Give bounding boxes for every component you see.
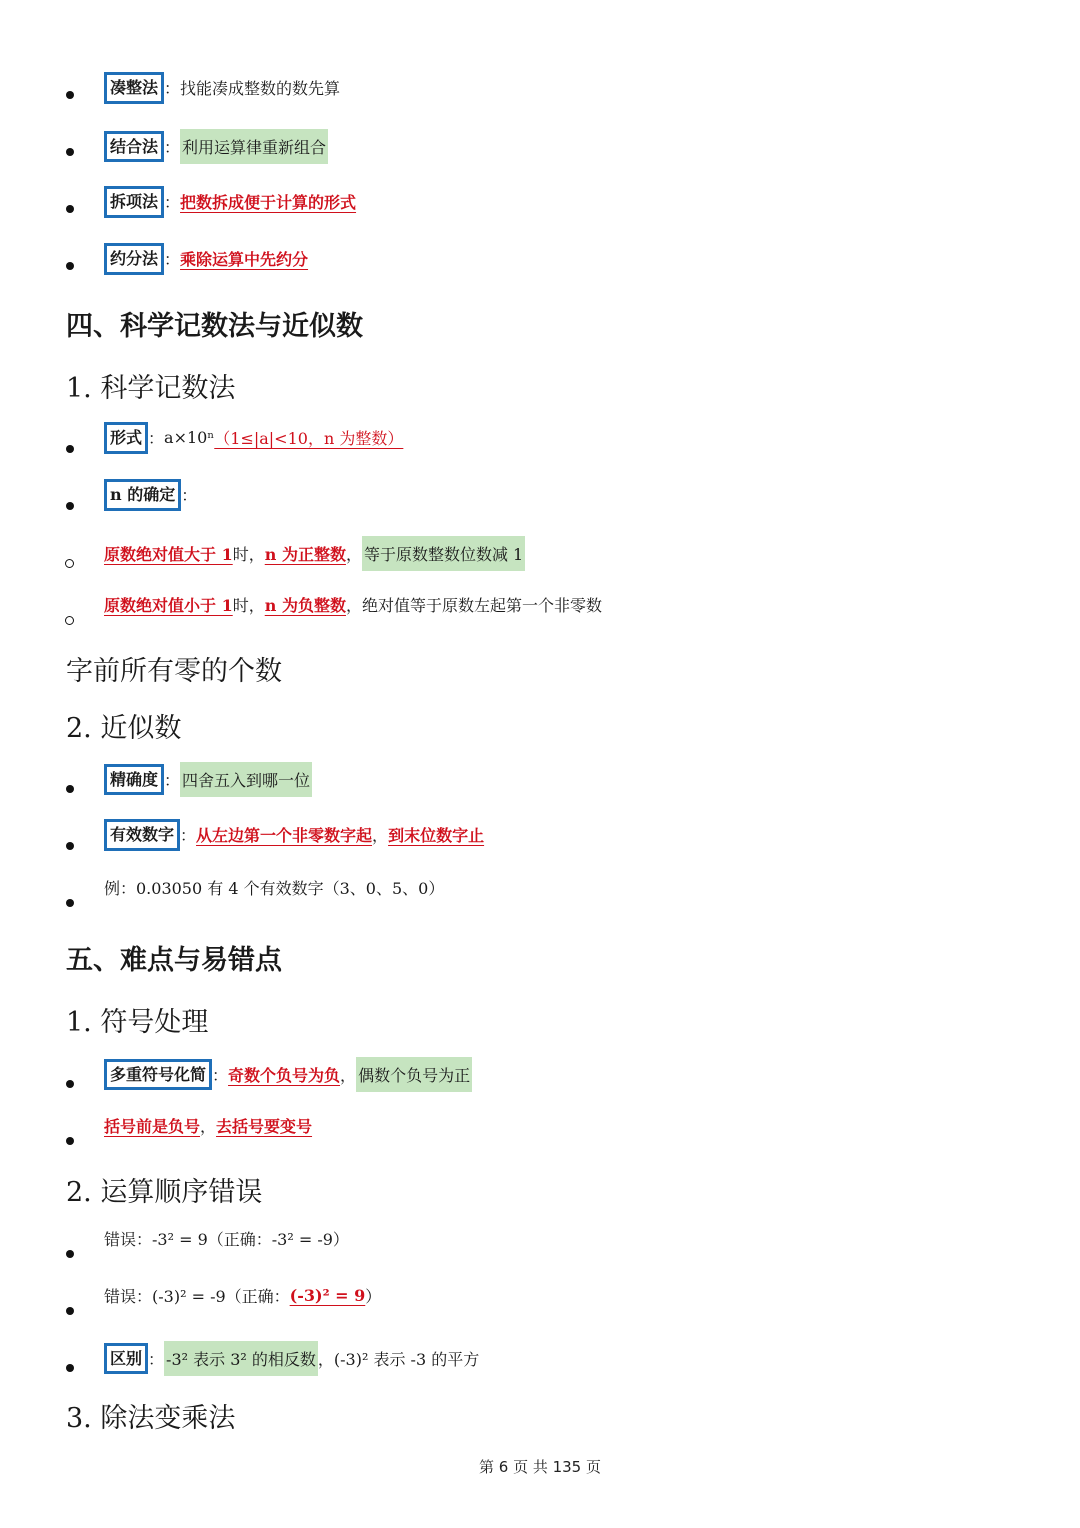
red-emphasis: 去括号要变号 [216, 1117, 313, 1136]
item-chai-xiang [104, 186, 356, 218]
text: ，(-3)² 表示 -3 的平方 [317, 1350, 480, 1369]
term-box: 区别 [104, 1343, 148, 1375]
red-emphasis: (-3)² = 9 [289, 1286, 366, 1305]
separator: ： [164, 79, 181, 99]
bullet-icon [66, 1364, 74, 1372]
red-emphasis: （1≤|a|<10，n 为整数） [214, 429, 404, 449]
item-cou-zheng [104, 72, 340, 104]
separator: ： [180, 826, 197, 846]
item-significant-figures [104, 819, 484, 851]
example-text: 例：0.03050 有 4 个有效数字（3、0、5、0） [104, 879, 445, 898]
separator: ： [164, 138, 181, 157]
item-n-determination [104, 479, 197, 511]
formula: a×10ⁿ [164, 428, 215, 448]
bullet-icon [66, 502, 74, 510]
term-box: 有效数字 [104, 819, 180, 851]
separator: ： [212, 1066, 229, 1085]
green-highlight: 利用运算律重新组合 [180, 129, 328, 164]
bullet-icon [66, 785, 74, 793]
text: ） [365, 1287, 382, 1306]
text: ， [340, 1066, 357, 1085]
error-text: 错误：(-3)² = -9（正确： [104, 1287, 290, 1306]
circle-bullet-icon [65, 616, 74, 625]
item-multiple-signs [104, 1057, 472, 1092]
error-text: 错误：-3² = 9（正确：-3² = -9） [104, 1230, 349, 1249]
term-box: 约分法 [104, 243, 164, 275]
red-emphasis: n 为负整数 [264, 596, 346, 615]
term-box: 凑整法 [104, 72, 164, 104]
item-form [104, 422, 403, 454]
item-bracket-rule [104, 1114, 312, 1137]
text: ， [345, 545, 362, 564]
subheading-division: 3. 除法变乘法 [66, 1402, 236, 1434]
bullet-icon [66, 148, 74, 156]
term-box: 精确度 [104, 764, 164, 796]
term-box: 结合法 [104, 131, 164, 163]
bullet-icon [66, 262, 74, 270]
subheading-order-errors: 2. 运算顺序错误 [66, 1176, 263, 1208]
section-heading-5: 五、难点与易错点 [66, 944, 282, 976]
item-error-2 [104, 1284, 381, 1307]
red-emphasis: 从左边第一个非零数字起 [196, 826, 373, 846]
bullet-icon [66, 205, 74, 213]
separator: ： [148, 1350, 165, 1369]
green-highlight: -3² 表示 3² 的相反数 [164, 1341, 318, 1376]
text: 时， [232, 596, 265, 615]
term-box: 多重符号化简 [104, 1059, 212, 1091]
term-box: n 的确定 [104, 479, 181, 511]
red-emphasis: n 为正整数 [264, 545, 346, 564]
green-highlight: 四舍五入到哪一位 [180, 762, 312, 797]
description: 找能凑成整数的数先算 [180, 79, 341, 99]
text: ， [372, 826, 389, 846]
item-jie-he [104, 129, 328, 164]
red-emphasis: 括号前是负号 [104, 1117, 201, 1136]
text: ， [200, 1117, 217, 1136]
item-less-than-one [104, 593, 602, 616]
item-yue-fen [104, 243, 308, 275]
continuation-text: 字前所有零的个数 [66, 655, 282, 687]
term-box: 形式 [104, 422, 148, 454]
circle-bullet-icon [65, 559, 74, 568]
subheading-approximate: 2. 近似数 [66, 712, 182, 744]
separator: ： [148, 429, 165, 449]
term-box: 拆项法 [104, 186, 164, 218]
subheading-sign-handling: 1. 符号处理 [66, 1006, 209, 1038]
item-difference [104, 1341, 479, 1376]
separator: ： [164, 771, 181, 790]
red-emphasis: 奇数个负号为负 [228, 1066, 341, 1085]
bullet-icon [66, 91, 74, 99]
red-emphasis: 原数绝对值小于 1 [104, 596, 233, 615]
red-emphasis: 原数绝对值大于 1 [104, 545, 233, 564]
green-highlight: 偶数个负号为正 [356, 1057, 472, 1092]
bullet-icon [66, 1250, 74, 1258]
separator: ： [164, 250, 181, 270]
bullet-icon [66, 899, 74, 907]
separator: ： [164, 193, 181, 213]
text: 时， [232, 545, 265, 564]
bullet-icon [66, 1307, 74, 1315]
bullet-icon [66, 842, 74, 850]
green-highlight: 等于原数整数位数减 1 [362, 536, 525, 571]
item-greater-than-one [104, 536, 525, 571]
bullet-icon [66, 445, 74, 453]
item-example [104, 876, 444, 899]
red-emphasis: 到末位数字止 [388, 826, 485, 846]
page-footer: 第 6 页 共 135 页 [478, 1458, 601, 1476]
red-emphasis: 把数拆成便于计算的形式 [180, 193, 357, 213]
section-heading-4: 四、科学记数法与近似数 [66, 310, 363, 342]
subheading-scientific-notation: 1. 科学记数法 [66, 372, 236, 404]
red-emphasis: 乘除运算中先约分 [180, 250, 309, 270]
bullet-icon [66, 1080, 74, 1088]
separator: ： [181, 486, 198, 506]
item-error-1 [104, 1227, 349, 1250]
text: ，绝对值等于原数左起第一个非零数 [345, 596, 602, 615]
item-precision [104, 762, 312, 797]
bullet-icon [66, 1137, 74, 1145]
